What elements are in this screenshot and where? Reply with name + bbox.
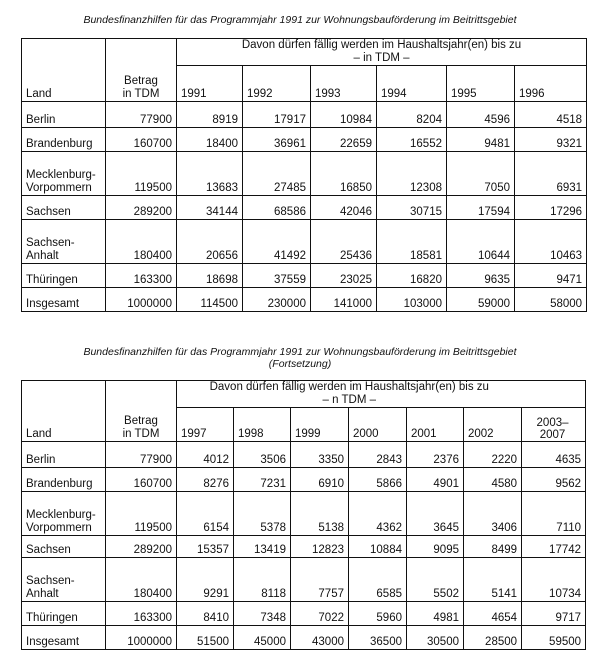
value-cell: 9471 xyxy=(515,264,587,288)
value-cell: 59500 xyxy=(522,626,586,650)
table-row xyxy=(22,264,587,288)
value-cell: 3406 xyxy=(464,492,522,536)
betrag-cell: 119500 xyxy=(106,152,177,196)
year-header: 1998 xyxy=(234,408,291,442)
value-cell: 7757 xyxy=(291,558,349,602)
table2-caption: Bundesfinanzhilfen für das Programmjahr 1991 zur Wohnungsbauförderung im Beitrittsgebiet xyxy=(83,346,517,358)
year-header: 2003– 2007 xyxy=(522,408,586,442)
value-cell: 6931 xyxy=(515,152,587,196)
value-cell: 27485 xyxy=(243,152,311,196)
value-cell: 16850 xyxy=(311,152,377,196)
betrag-cell: 180400 xyxy=(106,220,177,264)
betrag-cell: 160700 xyxy=(106,128,177,152)
value-cell: 4012 xyxy=(177,442,234,468)
value-cell: 7231 xyxy=(234,468,291,492)
value-cell: 5866 xyxy=(349,468,407,492)
year-header: 1992 xyxy=(243,66,311,102)
value-cell: 5502 xyxy=(407,558,464,602)
table-row xyxy=(22,442,586,468)
header-spacer xyxy=(522,381,586,408)
value-cell: 23025 xyxy=(311,264,377,288)
value-cell: 9635 xyxy=(447,264,515,288)
year-header: 1997 xyxy=(177,408,234,442)
header-row xyxy=(22,381,586,408)
header-row xyxy=(22,39,587,66)
betrag-cell: 180400 xyxy=(106,558,177,602)
value-cell: 59000 xyxy=(447,288,515,312)
header-span-line2: – in TDM – xyxy=(353,52,410,64)
value-cell: 3350 xyxy=(291,442,349,468)
value-cell: 141000 xyxy=(311,288,377,312)
value-cell: 9717 xyxy=(522,602,586,626)
value-cell: 16820 xyxy=(377,264,447,288)
table-row xyxy=(22,128,587,152)
value-cell: 10884 xyxy=(349,536,407,558)
value-cell: 9321 xyxy=(515,128,587,152)
table1-caption: Bundesfinanzhilfen für das Programmjahr 1991 zur Wohnungsbauförderung im Beitrittsgebiet xyxy=(83,14,517,26)
betrag-cell: 1000000 xyxy=(106,626,177,650)
table-row xyxy=(22,492,586,536)
land-cell: Sachsen xyxy=(22,196,106,220)
value-cell: 22659 xyxy=(311,128,377,152)
table-row xyxy=(22,558,586,602)
value-cell: 36961 xyxy=(243,128,311,152)
value-cell: 3506 xyxy=(234,442,291,468)
land-cell: Insgesamt xyxy=(22,288,106,312)
header-betrag-line1: Betrag xyxy=(124,75,158,87)
header-faelligkeit xyxy=(177,381,522,408)
value-cell: 13683 xyxy=(177,152,243,196)
value-cell: 43000 xyxy=(291,626,349,650)
value-cell: 36500 xyxy=(349,626,407,650)
year-header: 1996 xyxy=(515,66,587,102)
value-cell: 103000 xyxy=(377,288,447,312)
year-header: 2002 xyxy=(464,408,522,442)
table-row xyxy=(22,196,587,220)
value-cell: 2376 xyxy=(407,442,464,468)
value-cell: 12823 xyxy=(291,536,349,558)
betrag-cell: 163300 xyxy=(106,264,177,288)
value-cell: 13419 xyxy=(234,536,291,558)
value-cell: 17742 xyxy=(522,536,586,558)
value-cell: 58000 xyxy=(515,288,587,312)
year-header: 1993 xyxy=(311,66,377,102)
table-row xyxy=(22,288,587,312)
betrag-cell: 289200 xyxy=(106,536,177,558)
value-cell: 16552 xyxy=(377,128,447,152)
value-cell: 28500 xyxy=(464,626,522,650)
land-cell: Berlin xyxy=(22,102,106,128)
value-cell: 114500 xyxy=(177,288,243,312)
value-cell: 30500 xyxy=(407,626,464,650)
year-header: 2001 xyxy=(407,408,464,442)
value-cell: 18400 xyxy=(177,128,243,152)
value-cell: 7348 xyxy=(234,602,291,626)
value-cell: 4580 xyxy=(464,468,522,492)
value-cell: 9481 xyxy=(447,128,515,152)
value-cell: 2843 xyxy=(349,442,407,468)
value-cell: 7110 xyxy=(522,492,586,536)
value-cell: 230000 xyxy=(243,288,311,312)
value-cell: 41492 xyxy=(243,220,311,264)
value-cell: 10463 xyxy=(515,220,587,264)
value-cell: 6910 xyxy=(291,468,349,492)
value-cell: 2220 xyxy=(464,442,522,468)
value-cell: 4362 xyxy=(349,492,407,536)
value-cell: 8499 xyxy=(464,536,522,558)
year-header: 1995 xyxy=(447,66,515,102)
table-body xyxy=(22,102,587,312)
header-span-line1: Davon dürfen fällig werden im Haushaltsjahr(en) bis zu xyxy=(209,381,489,393)
table-row xyxy=(22,536,586,558)
value-cell: 10984 xyxy=(311,102,377,128)
land-cell: Brandenburg xyxy=(22,128,106,152)
land-cell: Berlin xyxy=(22,442,106,468)
header-span-line2: – n TDM – xyxy=(322,394,376,406)
land-cell: Sachsen- Anhalt xyxy=(22,220,106,264)
value-cell: 4596 xyxy=(447,102,515,128)
value-cell: 3645 xyxy=(407,492,464,536)
betrag-cell: 289200 xyxy=(106,196,177,220)
value-cell: 6585 xyxy=(349,558,407,602)
value-cell: 5960 xyxy=(349,602,407,626)
year-header: 1991 xyxy=(177,66,243,102)
value-cell: 37559 xyxy=(243,264,311,288)
funding-table-1991-1996 xyxy=(21,38,587,312)
table-row xyxy=(22,602,586,626)
year-header: 2000 xyxy=(349,408,407,442)
year-header: 1994 xyxy=(377,66,447,102)
value-cell: 4635 xyxy=(522,442,586,468)
header-land: Land xyxy=(22,39,106,102)
betrag-cell: 163300 xyxy=(106,602,177,626)
value-cell: 5141 xyxy=(464,558,522,602)
value-cell: 17296 xyxy=(515,196,587,220)
value-cell: 10644 xyxy=(447,220,515,264)
value-cell: 20656 xyxy=(177,220,243,264)
land-cell: Sachsen- Anhalt xyxy=(22,558,106,602)
value-cell: 4518 xyxy=(515,102,587,128)
value-cell: 4654 xyxy=(464,602,522,626)
betrag-cell: 77900 xyxy=(106,442,177,468)
header-betrag xyxy=(106,39,177,102)
betrag-cell: 119500 xyxy=(106,492,177,536)
value-cell: 8276 xyxy=(177,468,234,492)
value-cell: 42046 xyxy=(311,196,377,220)
value-cell: 45000 xyxy=(234,626,291,650)
value-cell: 6154 xyxy=(177,492,234,536)
value-cell: 34144 xyxy=(177,196,243,220)
value-cell: 9562 xyxy=(522,468,586,492)
value-cell: 30715 xyxy=(377,196,447,220)
value-cell: 15357 xyxy=(177,536,234,558)
value-cell: 4901 xyxy=(407,468,464,492)
land-cell: Thüringen xyxy=(22,602,106,626)
table-row xyxy=(22,626,586,650)
land-cell: Sachsen xyxy=(22,536,106,558)
header-betrag-line2: in TDM xyxy=(122,88,160,100)
value-cell: 8118 xyxy=(234,558,291,602)
value-cell: 8919 xyxy=(177,102,243,128)
land-cell: Mecklenburg- Vorpommern xyxy=(22,152,106,196)
header-betrag-line2: in TDM xyxy=(122,428,160,440)
land-cell: Insgesamt xyxy=(22,626,106,650)
value-cell: 51500 xyxy=(177,626,234,650)
header-land: Land xyxy=(22,381,106,442)
value-cell: 8204 xyxy=(377,102,447,128)
value-cell: 7022 xyxy=(291,602,349,626)
value-cell: 17594 xyxy=(447,196,515,220)
value-cell: 18581 xyxy=(377,220,447,264)
header-span-line1: Davon dürfen fällig werden im Haushaltsjahr(en) bis zu xyxy=(241,39,522,51)
land-cell: Brandenburg xyxy=(22,468,106,492)
value-cell: 5378 xyxy=(234,492,291,536)
value-cell: 18698 xyxy=(177,264,243,288)
value-cell: 10734 xyxy=(522,558,586,602)
betrag-cell: 1000000 xyxy=(106,288,177,312)
table-row xyxy=(22,220,587,264)
betrag-cell: 77900 xyxy=(106,102,177,128)
value-cell: 7050 xyxy=(447,152,515,196)
funding-table-1997-2007 xyxy=(21,380,586,650)
value-cell: 9291 xyxy=(177,558,234,602)
value-cell: 68586 xyxy=(243,196,311,220)
header-betrag xyxy=(106,381,177,442)
table-row xyxy=(22,102,587,128)
header-betrag-line1: Betrag xyxy=(124,415,158,427)
value-cell: 25436 xyxy=(311,220,377,264)
table-row xyxy=(22,152,587,196)
value-cell: 5138 xyxy=(291,492,349,536)
year-header: 1999 xyxy=(291,408,349,442)
table2-caption-sub: (Fortsetzung) xyxy=(268,358,332,370)
land-cell: Thüringen xyxy=(22,264,106,288)
table-body xyxy=(22,442,586,650)
value-cell: 8410 xyxy=(177,602,234,626)
header-faelligkeit xyxy=(177,39,587,66)
land-cell: Mecklenburg- Vorpommern xyxy=(22,492,106,536)
value-cell: 12308 xyxy=(377,152,447,196)
value-cell: 4981 xyxy=(407,602,464,626)
value-cell: 17917 xyxy=(243,102,311,128)
table-row xyxy=(22,468,586,492)
betrag-cell: 160700 xyxy=(106,468,177,492)
value-cell: 9095 xyxy=(407,536,464,558)
